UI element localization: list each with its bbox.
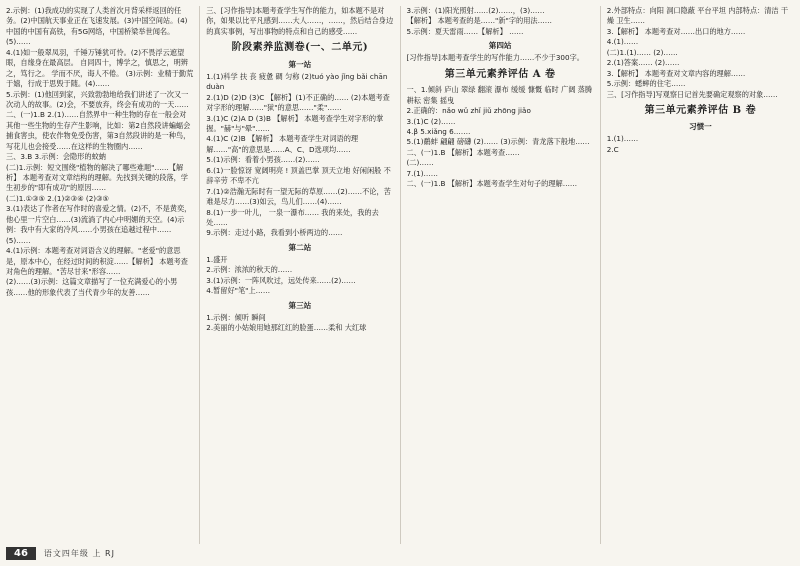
answer-text: (二)1.示例：短文围绕"植物的解决了哪些难题"……【解析】 本题考查对文章结构的理解。先找到关键的段落，学生初步的"即有成功"的原因…… xyxy=(6,162,188,193)
answer-text: 1.(1)…… xyxy=(606,134,639,144)
answer-text: 4.暂留好"笔"上…… xyxy=(206,286,271,296)
sub-heading: 第四站 xyxy=(488,41,512,51)
column-1 xyxy=(6,6,200,544)
answer-text: 3.示例：(1)阳光照射……(2)……，(3)…… xyxy=(406,6,545,15)
answer-text: 2.示例：(1)我成功的实现了人类首次月背采样返回的任务。(2)中国航天事业正在飞速发展。(3)中国空间站。(4)中国的中国有高铁，有5G网络，中国桥梁举世闻名。(5)…… xyxy=(6,6,188,47)
page-number: 46 xyxy=(6,547,36,560)
answer-text: (二)1.①③⑤ 2.(1)②③④ (2)③⑤ xyxy=(6,193,109,203)
answer-text: 三、[习作指导]写观察日记首先要确定观察的对象…… xyxy=(606,89,778,99)
answer-text: (二)…… xyxy=(406,158,434,168)
answer-text: 2.(1)D (2)D (3)C 【解析】(1)不正确的…… (2)本题考查对字形的理解……"狱"的意思……"柔"…… xyxy=(206,92,390,113)
answer-text: 二、(一)1.B 2.(1)……自然界中一种生物的存在一般会对其他一些生物的生存产生影响，比如：第2自然段讲蝙蝠会捕食害虫，使农作物免受伤害，第3自然段讲的是一种鸟，写花儿也会接受……在这样的生物圈内…… xyxy=(6,110,191,151)
answer-text: 5.(1)示例：看着小男孩……(2)…… xyxy=(206,155,320,165)
answer-text: 7.(1)…… xyxy=(406,168,438,178)
answer-text: 1.(1)科学 扶 丧 疲惫 碉 匀称 (2)tuó yào jǐng bǎi chān duàn xyxy=(206,71,388,92)
answer-text: 一、1.倾斜 庐山 翠绿 翻滚 瀑布 缓缓 慷慨 临时 广阔 蒸腾 耕耘 密集 摇曳 xyxy=(406,85,593,105)
answer-text: 2.正确的：nǎo wǔ zhǐ jiǔ zhōng jiǎo xyxy=(406,106,531,116)
answer-text: 4.(1)如一般翠凤羽，千锤万锤犹可怜。(2)不畏浮云遮望眼，自缘身在最高层。 自同四十，博学之，慎思之，明辨之，笃行之。 学而不厌，诲人不倦。 (3)示例：业精于勤荒于嬉，行成于思毁于随。(4)…… xyxy=(6,47,194,89)
answer-text: 2.(1)答案…… (2)…… xyxy=(606,58,680,68)
answer-text: 5.示例：夏天雷雨……【解析】 …… xyxy=(406,26,524,36)
answer-text: 3.(1)C (2)…… xyxy=(406,116,456,126)
answer-text: 2.示例：浓浓的秋天的…… xyxy=(206,265,293,275)
answer-text: [习作指导]本题考查学生的写作能力……不少于300字。 xyxy=(406,53,584,63)
section-title: 第三单元素养评估 B 卷 xyxy=(644,104,757,116)
answer-text: 1.示例：倾听 瞬间 xyxy=(206,312,266,322)
answer-text: 2.外部特点：向阳 洞口隐蔽 平台平坦 内部特点：清洁 干燥 卫生…… xyxy=(606,6,789,26)
answer-text: 8.(1)一步一叶儿， 一泉一瀑布…… 我的来处，我的去处…… xyxy=(206,207,379,227)
section-title: 第三单元素养评估 A 卷 xyxy=(444,68,556,80)
answer-text: 3.(1)示例：一阵风吹过，远处传来……(2)…… xyxy=(206,275,356,285)
answer-text: (2)……(3)示例：这篇文章描写了一位充满爱心的小男孩……他的形象代表了当代青少年的友善…… xyxy=(6,277,178,297)
answer-text: 1.盛开 xyxy=(206,254,228,264)
answer-text: 三、3.B 3.示例：会隐形的蚊蚋 xyxy=(6,152,106,162)
answer-text: 3.(1)表达了作者在写作时的喜爱之情。(2)不，不是黄奕，他心里一片空白……(3)流淌了内心中明媚的天空。(4)示例：我中有大家的冷风……小男孩在追越过程中……(5)…… xyxy=(6,204,192,245)
answer-text: 5.示例：蟋蟀的住宅…… xyxy=(606,79,686,89)
book-title: 语文四年级 上 RJ xyxy=(43,548,115,558)
answer-text: 3.(1)C (2)A D (3)B 【解析】 本题考查学生对字形的掌握。"赫"与"晕"…… xyxy=(206,113,384,133)
section-title: 阶段素养监测卷(一、二单元) xyxy=(231,42,369,54)
answer-text: 三、[习作指导]本题考查学生写作的能力，如本题不是对你，如果以比平凡感到……大人……，……，然后结合身边的真实事例，写出事物的特点和自己的感受…… xyxy=(206,6,394,36)
answer-text: 4.(1)C (2)B 【解析】 本题考查学生对词语的理解……"高"的意思是……A、C、D选项均…… xyxy=(206,134,359,154)
sub-heading: 第二站 xyxy=(288,242,312,252)
answer-text: 9.示例：走过小路，我看到小桥两边的…… xyxy=(206,228,343,238)
footer xyxy=(6,544,794,562)
answer-text: 5.示例：(1)他回到家，兴致勃勃地给我们讲述了一次又一次动人的故事。(2)会，不要放弃，终会有成功的一天…… xyxy=(6,89,189,109)
answer-text: (二)1.(1)…… (2)…… xyxy=(606,47,678,57)
answer-text: 2.C xyxy=(606,144,619,154)
answer-text: 3.【解析】 本题考查对……出口的地方…… xyxy=(606,26,746,36)
answer-text: 4.β 5.xiǎng 6.…… xyxy=(406,127,471,136)
sub-heading: 第一站 xyxy=(288,59,312,69)
sub-heading: 第三站 xyxy=(288,300,312,310)
answer-text: 二、(一)1.B 【解析】本题考查学生对句子的理解…… xyxy=(406,179,578,189)
column-4 xyxy=(607,6,794,544)
answer-text: 3.【解析】 本题考查对文章内容的理解…… xyxy=(606,68,746,78)
answer-text: 6.(1)一脸惊讶 宽阔明亮 ! 顶盖巴掌 顶天立地 好闲闲般 不辞辛劳 不卑不亢 xyxy=(206,165,391,186)
answer-text: 【解析】 本题考查的是……"新"字的用法…… xyxy=(406,16,552,26)
answer-text: 2.美丽的小姑娘用她那红红的脸蛋……柔和 大红球 xyxy=(206,323,367,332)
columns xyxy=(6,6,794,544)
answer-text: 4.(1)示例：本题考查对词语含义的理解。"老爱"的意思是，原本中心，在经过时间的积淀……【解析】 本题考查对角色的理解。"苦尽甘来"形容…… xyxy=(6,246,188,276)
sub-heading: 习惯一 xyxy=(688,122,712,132)
answer-text: 5.(1)鹬蚌 翩翩 磅礴 (2)…… (3)示例：青龙落下般地…… xyxy=(406,137,590,147)
column-3 xyxy=(407,6,601,544)
answer-text: 二、(一)1.B 【解析】本题考查…… xyxy=(406,147,520,157)
answer-text: 4.(1)…… xyxy=(606,37,639,47)
answer-text: 7.(1)②浩瀚无际时有一望无际的草原……(2)……不论，苦难是尽力……(3)如云，鸟儿们……(4)…… xyxy=(206,186,391,207)
column-2 xyxy=(206,6,400,544)
